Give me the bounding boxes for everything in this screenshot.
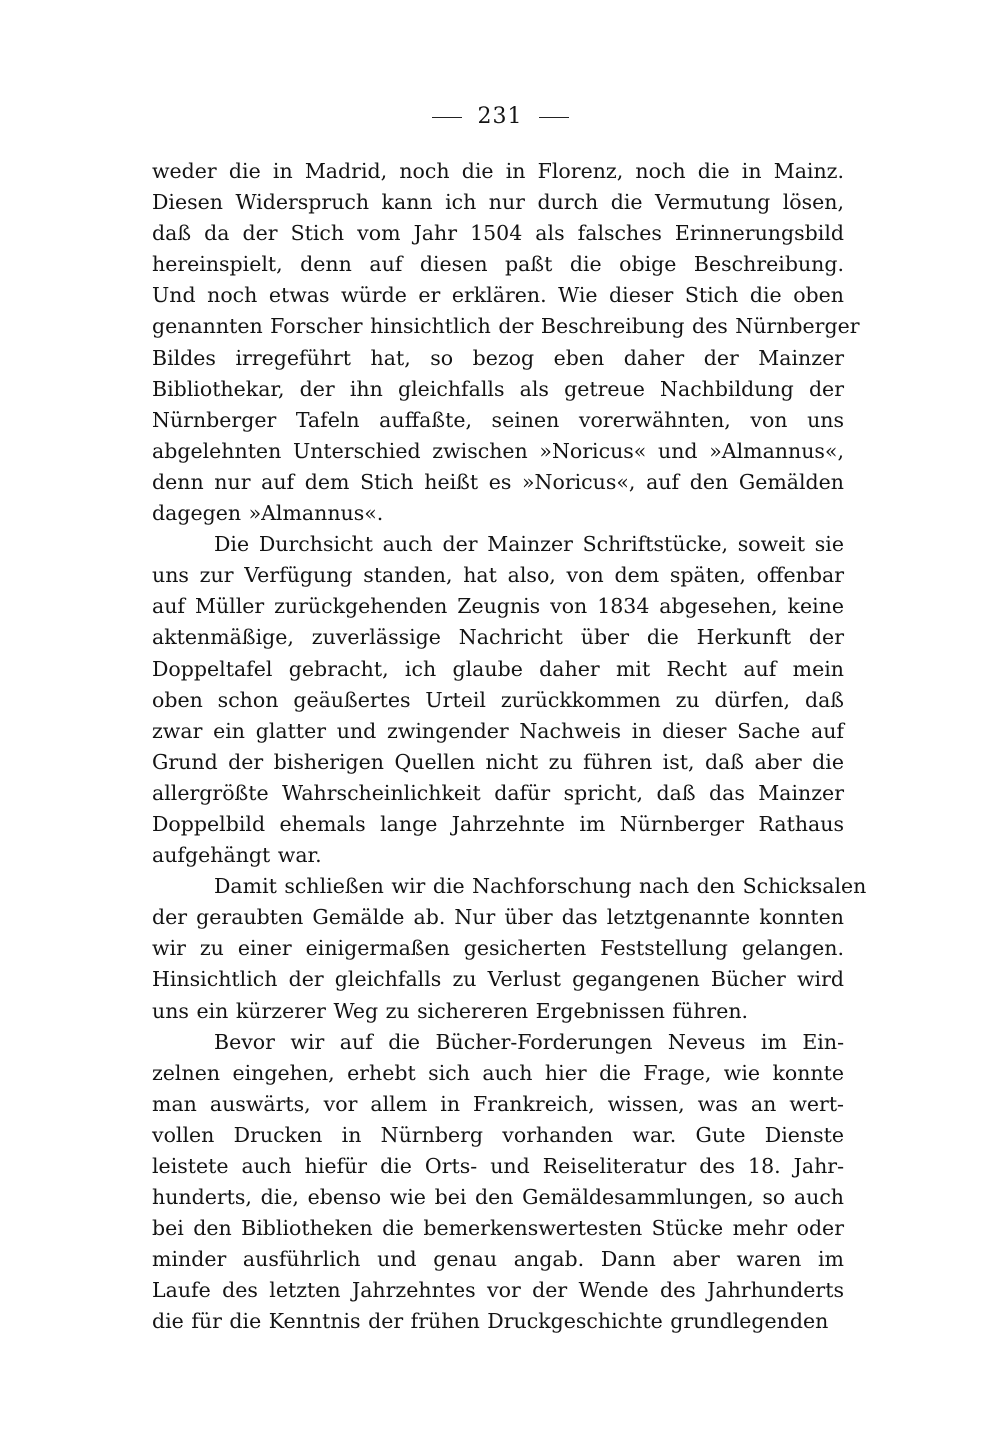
text-line: Nürnberger Tafeln auffaßte, seinen vorerwähnten, von uns xyxy=(152,407,844,432)
text-line: auf Müller zurückgehenden Zeugnis von 1834 abgesehen, keine xyxy=(152,594,844,619)
text-line: Die Durchsicht auch der Mainzer Schriftstücke, soweit sie xyxy=(214,532,844,557)
header-dash-right xyxy=(539,117,569,118)
text-line: allergrößte Wahrscheinlichkeit dafür spricht, daß das Mainzer xyxy=(152,780,844,805)
header-dash-left xyxy=(432,117,462,118)
text-line: uns ein kürzerer Weg zu sichereren Ergebnissen führen. xyxy=(152,998,749,1023)
text-line: Damit schließen wir die Nachforschung nach den Schicksalen xyxy=(214,874,867,899)
text-line: der geraubten Gemälde ab. Nur über das letztgenannte konnten xyxy=(152,905,844,930)
text-line: bei den Bibliotheken die bemerkenswertesten Stücke mehr oder xyxy=(152,1216,844,1241)
text-line: die für die Kenntnis der frühen Druckgeschichte grundlegenden xyxy=(152,1309,829,1334)
text-line: Bevor wir auf die Bücher-Forderungen Neveus im Ein- xyxy=(214,1029,844,1054)
text-line: vollen Drucken in Nürnberg vorhanden war. Gute Dienste xyxy=(152,1122,844,1147)
body-text xyxy=(152,156,867,1338)
text-line: aktenmäßige, zuverlässige Nachricht über die Herkunft der xyxy=(152,625,844,650)
text-line: leistete auch hiefür die Orts- und Reiseliteratur des 18. Jahr- xyxy=(152,1154,844,1178)
text-line: zwar ein glatter und zwingender Nachweis in dieser Sache auf xyxy=(152,718,844,743)
text-line: Bibliothekar, der ihn gleichfalls als getreue Nachbildung der xyxy=(152,376,844,401)
text-line: genannten Forscher hinsichtlich der Beschreibung des Nürnberger xyxy=(152,314,860,339)
text-line: Doppeltafel gebracht, ich glaube daher mit Recht auf mein xyxy=(152,656,844,681)
paragraph xyxy=(152,529,844,871)
text-line: aufgehängt war. xyxy=(152,843,322,868)
text-line: dagegen »Almannus«. xyxy=(152,501,384,526)
text-line: Bildes irregeführt hat, so bezog eben daher der Mainzer xyxy=(152,345,844,370)
text-line: uns zur Verfügung standen, hat also, von dem späten, offenbar xyxy=(152,563,844,588)
paragraph xyxy=(152,156,860,529)
text-line: hereinspielt, denn auf diesen paßt die obige Beschreibung. xyxy=(152,252,844,277)
text-line: wir zu einer einigermaßen gesicherten Feststellung gelangen. xyxy=(152,936,844,961)
text-line: man auswärts, vor allem in Frankreich, wissen, was an wert- xyxy=(152,1091,844,1116)
text-line: zelnen eingehen, erhebt sich auch hier die Frage, wie konnte xyxy=(152,1060,844,1085)
text-line: minder ausführlich und genau angab. Dann aber waren im xyxy=(152,1247,844,1272)
paragraph xyxy=(152,1027,844,1338)
text-line: Diesen Widerspruch kann ich nur durch die Vermutung lösen, xyxy=(152,190,844,215)
text-line: Laufe des letzten Jahrzehntes vor der Wende des Jahrhunderts xyxy=(152,1278,844,1303)
text-line: Hinsichtlich der gleichfalls zu Verlust gegangenen Bücher wird xyxy=(152,967,844,992)
text-line: abgelehnten Unterschied zwischen »Noricus« und »Almannus«, xyxy=(152,438,844,463)
text-line: weder die in Madrid, noch die in Florenz, noch die in Mainz. xyxy=(152,159,844,183)
page-number-header xyxy=(0,100,1000,134)
text-line: Und noch etwas würde er erklären. Wie dieser Stich die oben xyxy=(152,283,844,308)
text-line: Doppelbild ehemals lange Jahrzehnte im Nürnberger Rathaus xyxy=(152,811,844,836)
text-line: daß da der Stich vom Jahr 1504 als falsches Erinnerungsbild xyxy=(152,221,844,246)
text-line: denn nur auf dem Stich heißt es »Noricus«, auf den Gemälden xyxy=(152,469,844,494)
paragraph xyxy=(152,871,867,1026)
text-line: oben schon geäußertes Urteil zurückkommen zu dürfen, daß xyxy=(152,687,844,712)
page-number: 231 xyxy=(477,104,523,129)
text-line: Grund der bisherigen Quellen nicht zu führen ist, daß aber die xyxy=(152,749,844,774)
text-line: hunderts, die, ebenso wie bei den Gemäldesammlungen, so auch xyxy=(152,1185,844,1210)
